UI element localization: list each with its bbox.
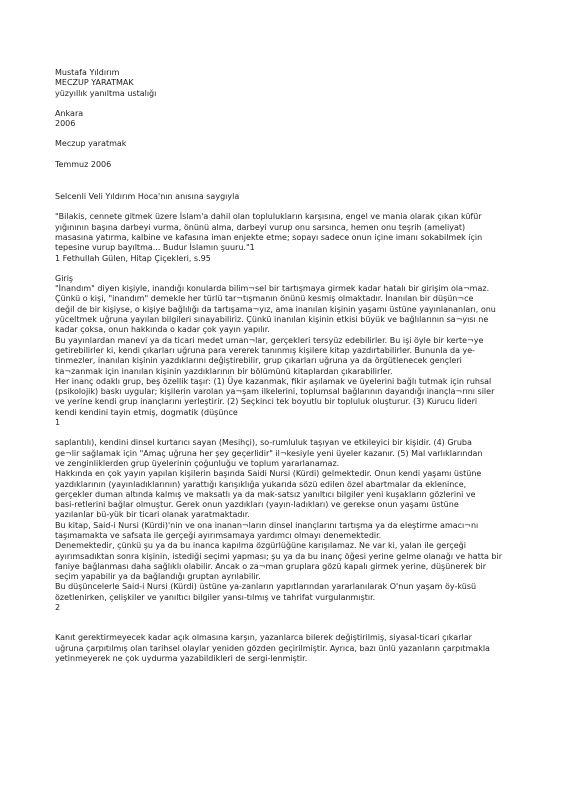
- body-line: değil de bir kişiyse, o kişiye bağlılığı da tartışama¬yız, ama inanılan kişinin yaşamı üstüne yayınlananları, onu: [55, 304, 496, 314]
- body-line: Çünkü o kişi, "inandım" demekle her türlü tar¬tışmanın önünü kesmiş olmaktadır. İnanılan bir düşün¬ce: [55, 294, 474, 304]
- body-line: yüceltmek uğruna yayılan bilgileri sınayabiliriz. Çünkü inanılan kişinin etkisi büyük ve bağlılarının sa¬yısı ne: [55, 315, 489, 325]
- page1-body: [55, 284, 525, 418]
- footnote: 1 Fethullah Gülen, Hitap Çiçekleri, s.95: [55, 253, 211, 263]
- body-line: yazılanlar bü-yük bir ticari olanak yaratmaktadır.: [55, 510, 250, 520]
- quote-line: "Bilakis, cennete gitmek üzere İslam'a dahil olan toplulukların karşısına, engel ve mania olarak çıkan küfür: [55, 212, 482, 222]
- body-line: taşımamakta ve safsata ile gerçeği ayırımsamaya yardımcı olmayı denemektedir.: [55, 530, 382, 540]
- body-line: Bu kitap, Said-i Nursi (Kürdi)'nin ve ona inanan¬ların dinsel inançlarını tartışma ya da eleştirme amacı¬nı: [55, 520, 479, 530]
- body-line: faniye bağlanması daha sağlıklı olabilir. Ancak o za¬man gruplara gözü kapalı girmek yerine, düşünerek bir: [55, 561, 487, 571]
- body-line: kendi kendini tayin etmiş, dogmatik (düşünce: [55, 407, 238, 417]
- body-line: getirebilirler ki, kendi çıkarları uğruna para vererek tanınmış kişilere kitap yazdırtabilirler. Bununla da ye-: [55, 345, 476, 355]
- quote-line: tepesine vurup bayıltma... Budur İslamın şuuru."1: [55, 243, 255, 253]
- body-line: yazdıklarının (yayınladıklarının) yarattığı karışıklığa yukarıda sözü edilen özel abartmalar da eklenince,: [55, 479, 467, 489]
- body-line: uğruna çarpıtılmış olan tarihsel olaylar yeniden gözden geçirilmiştir. Ayrıca, bazı ünlü yazanların çarpıtmakla: [55, 643, 490, 653]
- author-name: Mustafa Yıldırım: [55, 68, 120, 77]
- page-number: 1: [55, 418, 61, 428]
- quote-line: yığınının başına darbeyi vurma, önünü alma, darbeyi vurup onu sarsınca, hemen onu teşrih (ameliyat): [55, 222, 466, 232]
- body-line: Kanıt gerektirmeyecek kadar açık olmasına karşın, yazanlarca bilerek değiştirilmiş, siyasal-ticari çıkarlar: [55, 633, 472, 643]
- dedication: Selcenli Veli Yıldırım Hoca'nın anısına saygıyla: [55, 192, 240, 202]
- publication-date: Temmuz 2006: [55, 159, 112, 169]
- body-line: basi-retlerini bağlar olmuştur. Gerek onun yazdıkları (yayın-ladıkları) ve gerekse onun yaşamı üstüne: [55, 500, 459, 510]
- body-line: "İnandım" diyen kişiyle, inandığı konularda bilim¬sel bir tartışmaya girmek kadar hatalı bir girişim ola¬maz.: [55, 284, 490, 294]
- body-line: (psikolojik) baskı uygular; kişilerin varolan ya¬şam ilkelerini, toplumsal bağlarının dayandığı inançla¬rını siler: [55, 387, 495, 397]
- body-line: Her inanç odaklı grup, beş özellik taşır: (1) Üye kazanmak, fikir aşılamak ve üyelerini bağlı tutmak için ruhsal: [55, 376, 492, 386]
- publication-year: 2006: [55, 119, 76, 129]
- body-line: ka¬zanmak için inanılan kişinin yazdıklarının bir bölümünü kitaplardan çıkarabilirler.: [55, 366, 393, 376]
- body-line: Hakkında en çok yayın yapılan kişilerin başında Saidi Nursi (Kürdi) gelmektedir. Onun kendi yaşamı üstüne: [55, 469, 482, 479]
- page-number: 2: [55, 603, 61, 613]
- document-page: [55, 68, 525, 664]
- page3-body: [55, 633, 525, 664]
- page2-body: [55, 438, 525, 603]
- title-repeat: Meczup yaratmak: [55, 139, 127, 149]
- body-line: ayırımsadıktan sonra kişinin, istediği seçimi yapması; şu ya da bu inanç öğesi yerine gelme olanağı ve hatta bir: [55, 551, 502, 561]
- book-subtitle: yüzyıllık yanıltma ustalığı: [55, 88, 157, 98]
- body-line: saplantılı), kendini dinsel kurtarıcı sayan (Mesihçi), so-rumluluk taşıyan ve etkileyici bir kişidir. (4) Gruba: [55, 438, 472, 448]
- epigraph-quote: [55, 212, 525, 263]
- body-line: kadar çoksa, onun hakkında o kadar çok yayın yapılır.: [55, 325, 270, 335]
- body-line: gerçekler duman altında kalmış ve maksatlı ya da mak-satsız yanıltıcı bilgiler yeni kuşakların gözlerini ve: [55, 489, 476, 499]
- body-line: tinmezler, inanılan kişinin yazdıklarını değiştirebilir, grup çıkarları uğruna ya da örgütlenecek gençleri: [55, 356, 462, 366]
- body-line: ve zenginliklerden grup üyelerinin çoğunluğu ve toplum yararlanamaz.: [55, 458, 340, 468]
- publication-city: Ankara: [55, 108, 84, 118]
- body-line: ge¬lir sağlamak için "Amaç uğruna her şey geçerlidir" il¬kesiyle yeni üyeler kazanır. (5) Mal varlıklarından: [55, 448, 483, 458]
- section-heading: Giriş: [55, 273, 74, 283]
- body-line: Bu düşüncelerle Said-i Nursi (Kürdi) üstüne ya-zanların yapıtlarından yararlanılarak O'nun yaşam öy-küsü: [55, 582, 477, 592]
- body-line: seçim yapabilir ya da bağlandığı gruptan ayrılabilir.: [55, 572, 261, 582]
- quote-line: masasına yatırma, kalbine ve kafasına iman enjekte etme; sopayı sadece onun içine imanı sokabilmek için: [55, 232, 483, 242]
- body-line: özetlenirken, çelişkiler ve yanıltıcı bilgiler yansı-tılmış ve tahrifat vurgulanmıştır.: [55, 592, 376, 602]
- body-line: Bu yayınlardan manevi ya da ticari medet uman¬lar, gerçekleri tersyüz edebilirler. Bu işi öyle bir kerte¬ye: [55, 335, 484, 345]
- body-line: Denemektedir, çünkü şu ya da bu inanca kapılma özgürlüğüne karışılamaz. Ne var ki, yalan ile gerçeği: [55, 541, 466, 551]
- book-title: MECZUP YARATMAK: [55, 78, 134, 88]
- body-line: ve yerine kendi grup inançlarını yerleştirir. (2) Seçkinci tek boyutlu bir topluluk oluşturur. (3) Kurucu lideri: [55, 397, 478, 407]
- body-line: yetinmeyerek ne çok uydurma yazabildikleri de sergi-lenmiştir.: [55, 653, 308, 663]
